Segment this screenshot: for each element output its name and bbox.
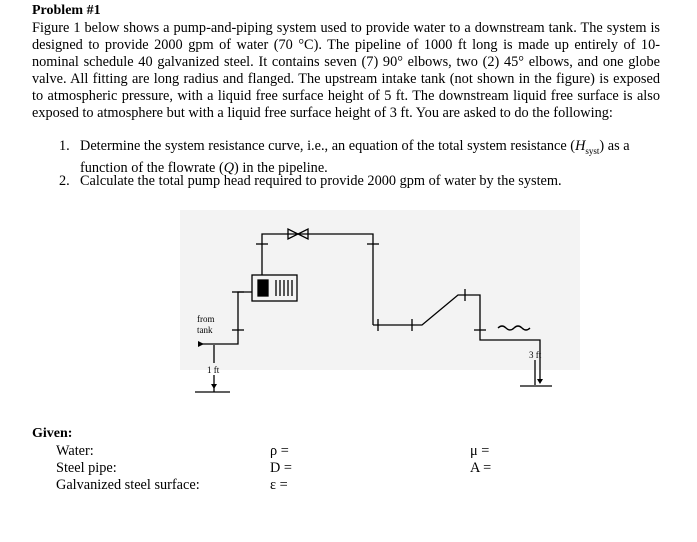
height-right-label: 3 ft [529, 350, 542, 360]
task-1: Determine the system resistance curve, i.e., an equation of the total system resistance $(H_{syst})$ as a function of the flowrate (Q) in the pipeline. [80, 138, 630, 176]
given-heading: Given: [32, 426, 73, 441]
given-water-label: Water: [56, 443, 94, 459]
task-1-number: 1. [59, 138, 70, 154]
given-rho: ρ = [270, 443, 289, 459]
arrow-down-icon [211, 384, 217, 389]
problem-statement: Figure 1 below shows a pump-and-piping system used to provide water to a downstream tank. The system is designed to provide 2000 gpm of water (70 °C). The pipeline of 1000 ft long is made up entirely of 10-nominal schedule 40 galvanized steel. It contains seven (7) 90° elbows, two (2) 45° elbows, and one globe valve. All fitting are long radius and flanged. The upstream intake tank (not shown in the figure) is exposed to atmospheric pressure, with a liquid free surface height of 5 ft. The downstream liquid free surface is also exposed to atmosphere but with a liquid free surface height of 3 ft. You are asked to do the following: [32, 20, 660, 121]
problem-title: Problem #1 [32, 3, 101, 18]
from-label: from [197, 314, 215, 324]
pump-body [258, 280, 268, 296]
task-2-number: 2. [59, 173, 70, 189]
arrow-down-icon-right [537, 379, 543, 384]
height-left-label: 1 ft [207, 365, 220, 375]
given-a: A = [470, 460, 492, 476]
given-epsilon: ε = [270, 477, 288, 493]
figure-background [180, 210, 580, 370]
task-2: Calculate the total pump head required to provide 2000 gpm of water by the system. [80, 173, 562, 189]
given-d: D = [270, 460, 292, 476]
given-mu: μ = [470, 443, 490, 459]
given-surface-label: Galvanized steel surface: [56, 477, 200, 493]
tank-label: tank [197, 325, 213, 335]
given-pipe-label: Steel pipe: [56, 460, 117, 476]
